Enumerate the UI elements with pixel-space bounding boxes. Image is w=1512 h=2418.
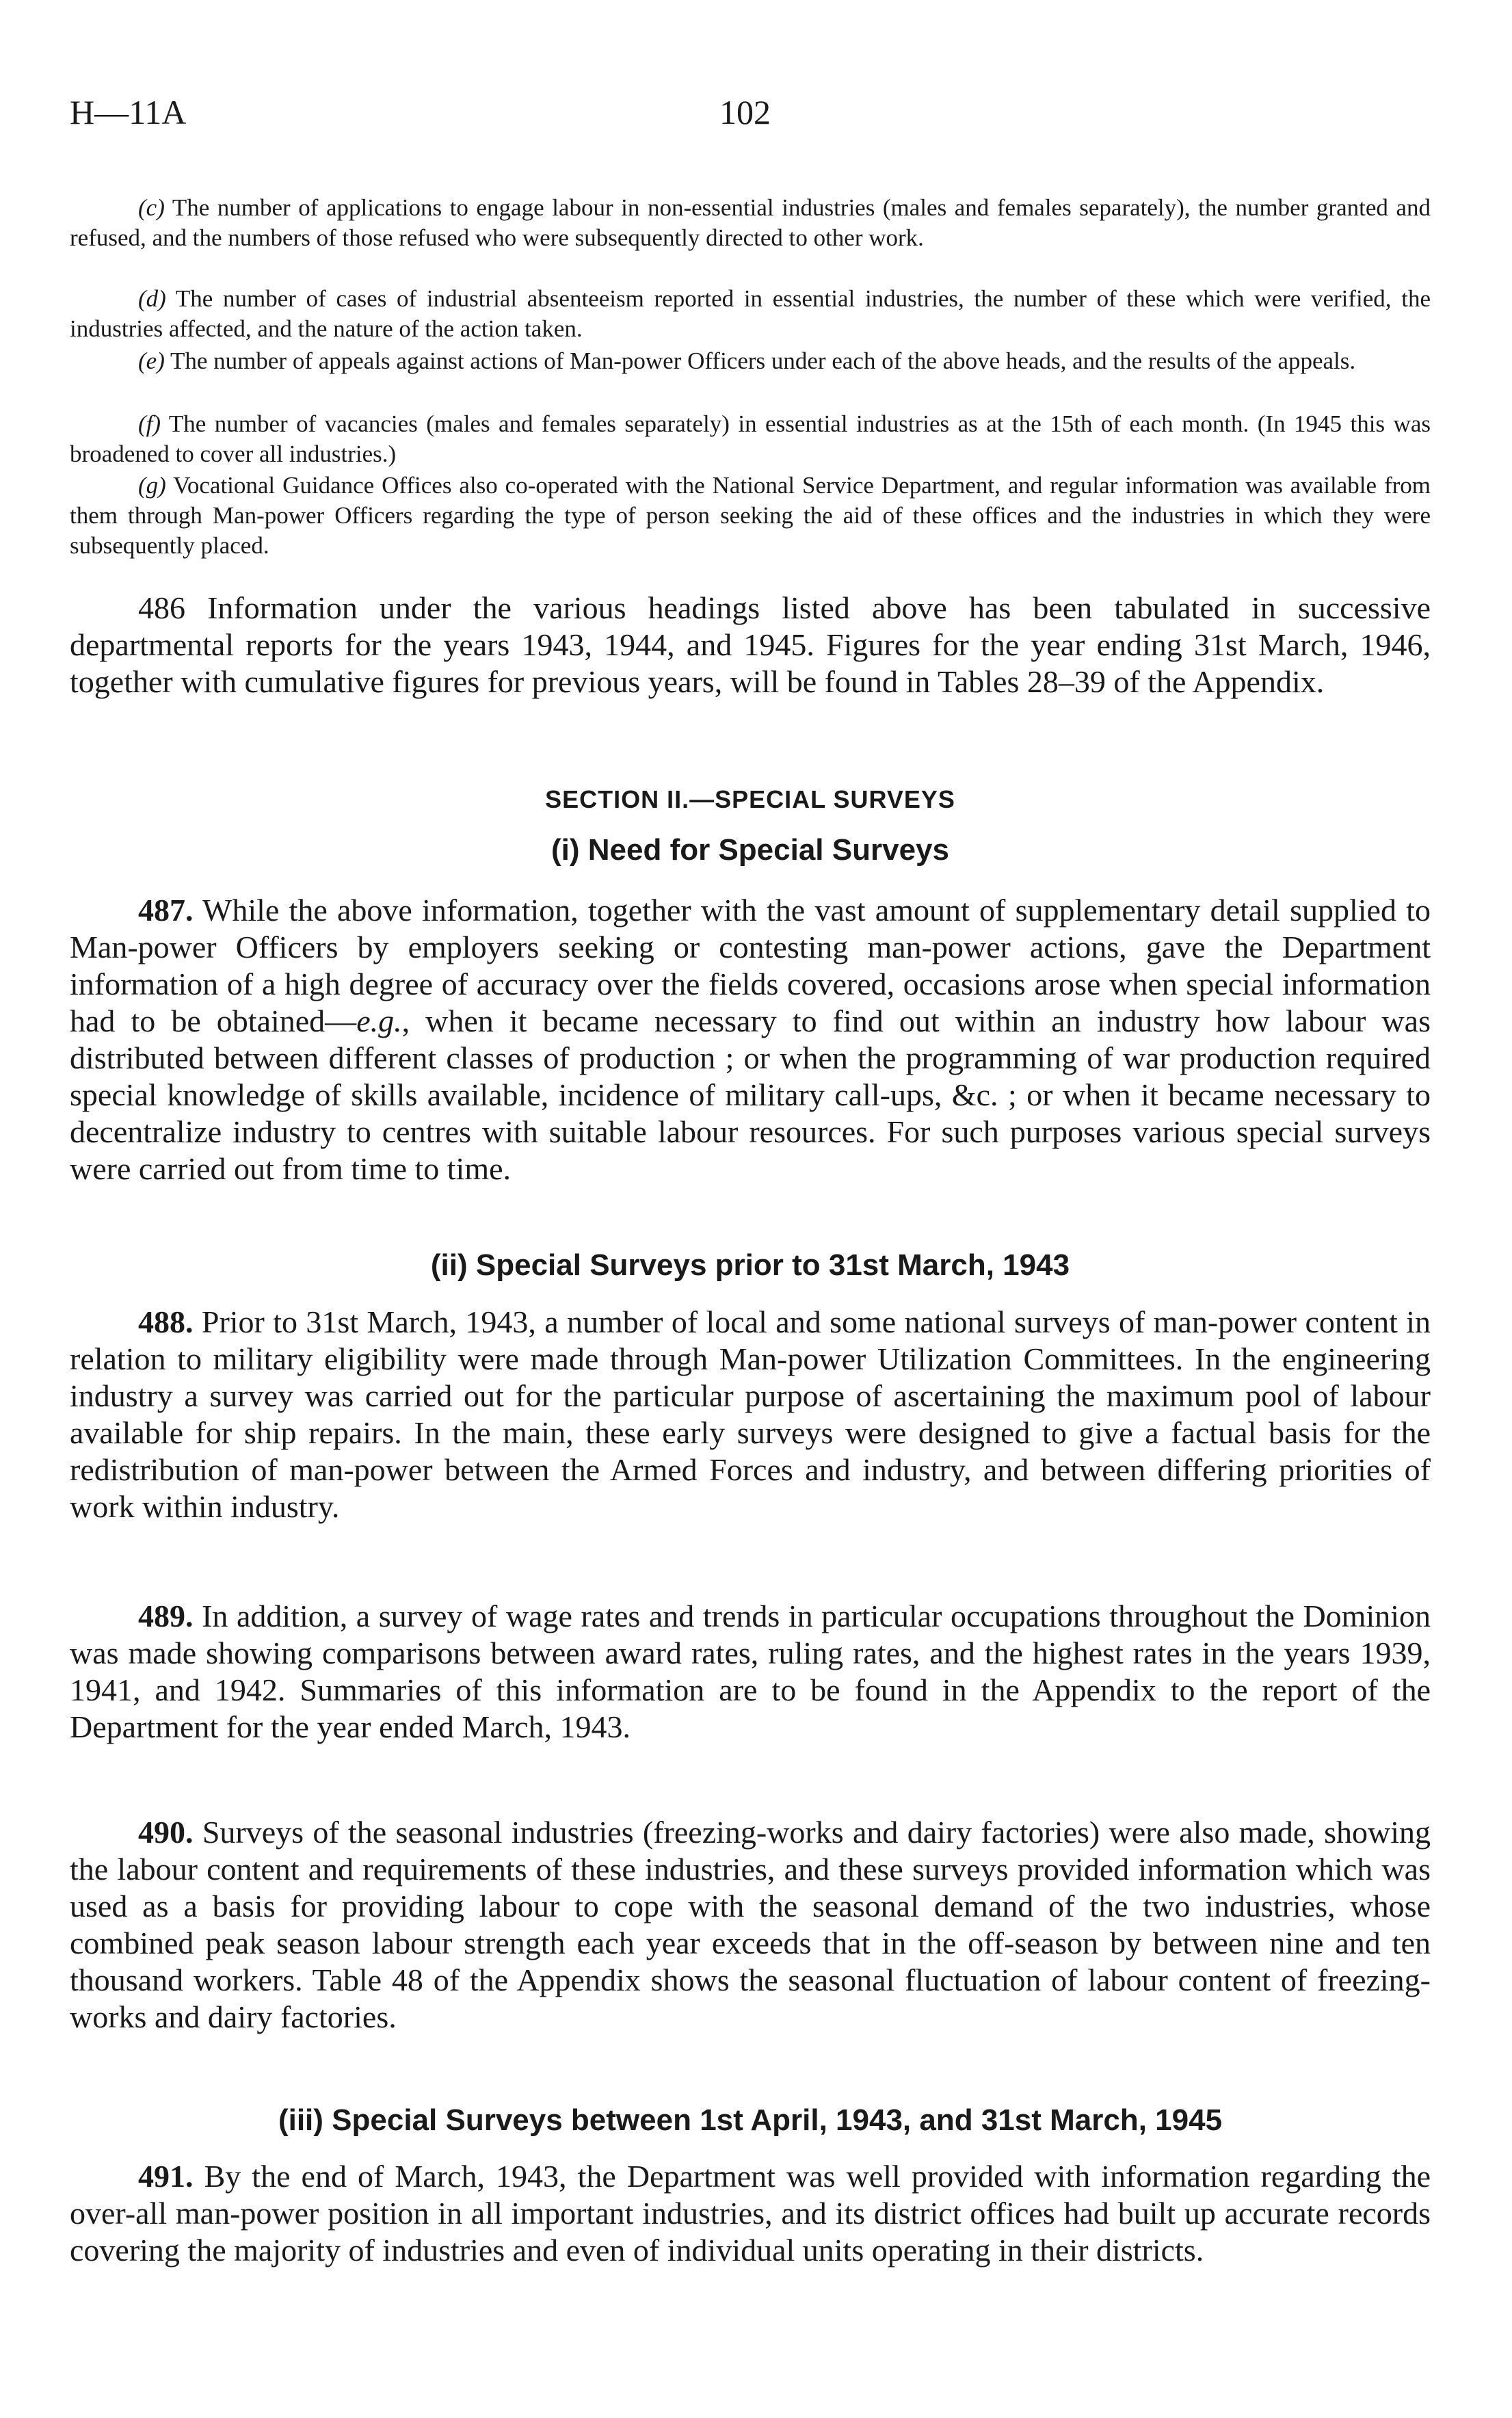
page-header [70,92,1431,140]
paragraph-number: 487. [138,893,194,928]
sub-item-e [70,346,1431,376]
sub-item-label: (d) [138,285,166,312]
paragraph-487 [70,892,1431,1187]
document-reference: H—11A [70,93,187,131]
sub-heading-need-for-special-surveys: (i) Need for Special Surveys [551,833,949,867]
paragraph-490 [70,1814,1431,2036]
page-number: 102 [719,93,771,131]
paragraph-488 [70,1304,1431,1525]
sub-heading-surveys-1943-1945: (iii) Special Surveys between 1st April, 1943, and 31st March, 1945 [278,2103,1223,2137]
sub-item-label: (g) [138,472,166,499]
sub-item-text: The number of cases of industrial absenteeism reported in essential industries, the number of these which were verified, the industries affected, and the nature of the action taken. [70,285,1431,342]
paragraph-text: Information under the various headings listed above has been tabulated in successive departmental reports for the years 1943, 1944, and 1945. Figures for the year ending 31st March, 1946, together with cumulative figures for previous years, will be found in Tables 28–39 of the Appendix. [70,590,1431,699]
paragraph-number: 490. [138,1815,194,1850]
sub-item-text: The number of applications to engage labour in non-essential industries (males and females separately), the number granted and refused, and the numbers of those refused who were subsequently directed to other work. [70,194,1431,251]
sub-item-label: (c) [138,194,165,221]
sub-item-g [70,471,1431,561]
paragraph-486 [70,590,1431,700]
sub-item-text: Vocational Guidance Offices also co-operated with the National Service Department, and regular information was available from them through Man-power Officers regarding the type of person seeking the aid of these offices and the industries in which they were subsequently placed. [70,472,1431,559]
sub-item-f [70,409,1431,469]
paragraph-491 [70,2158,1431,2269]
paragraph-number: 491. [138,2159,194,2194]
sub-heading-surveys-prior-1943: (ii) Special Surveys prior to 31st March, 1943 [430,1248,1070,1282]
paragraph-489 [70,1598,1431,1746]
paragraph-number: 486 [138,590,185,625]
paragraph-text: In addition, a survey of wage rates and trends in particular occupations throughout the Dominion was made showing comparisons between award rates, ruling rates, and the highest rates in the years 1939, 1941, and 1942. Summaries of this information are to be found in the Appendix to the report of the Department for the year ended March, 1943. [70,1599,1431,1744]
paragraph-text: Prior to 31st March, 1943, a number of local and some national surveys of man-power content in relation to military eligibility were made through Man-power Utilization Committees. In the engineering industry a survey was carried out for the particular purpose of ascertaining the maximum pool of labour available for ship repairs. In the main, these early surveys were designed to give a factual basis for the redistribution of man-power between the Armed Forces and industry, and between differing priorities of work within industry. [70,1304,1431,1524]
sub-item-label: (e) [138,347,165,374]
sub-item-c [70,193,1431,253]
sub-item-label: (f) [138,410,161,437]
paragraph-text: While the above information, together with the vast amount of supplementary detail supplied to Man-power Officers by employers seeking or contesting man-power actions, gave the Department information of a high degree of accuracy over the fields covered, occasions arose when special information had to be obtained— [70,893,1431,1038]
paragraph-text-continued: , when it became necessary to find out within an industry how labour was distributed between different classes of production ; or when the programming of war production required special knowledge of skills available, incidence of military call-ups, &c. ; or when it became necessary to decentralize industry to centres with suitable labour resources. For such purposes various special surveys were carried out from time to time. [70,1003,1431,1186]
section-heading: SECTION II.—SPECIAL SURVEYS [545,785,955,813]
paragraph-number: 488. [138,1304,194,1339]
paragraph-number: 489. [138,1599,194,1633]
sub-item-text: The number of vacancies (males and females separately) in essential industries as at the 15th of each month. (In 1945 this was broadened to cover all industries.) [70,410,1431,467]
sub-item-d [70,284,1431,344]
paragraph-text: By the end of March, 1943, the Department was well provided with information regarding the over-all man-power position in all important industries, and its district offices had built up accurate records covering the majority of industries and even of individual units operating in their districts. [70,2159,1431,2268]
paragraph-abbreviation: e.g. [356,1003,402,1038]
paragraph-text: Surveys of the seasonal industries (freezing-works and dairy factories) were also made, showing the labour content and requirements of these industries, and these surveys provided information which was used as a basis for providing labour to cope with the seasonal demand of the two industries, whose combined peak season labour strength each year exceeds that in the off-season by between nine and ten thousand workers. Table 48 of the Appendix shows the seasonal fluctuation of labour content of freezing-works and dairy factories. [70,1815,1431,2034]
sub-item-text: The number of appeals against actions of Man-power Officers under each of the above heads, and the results of the appeals. [170,347,1356,374]
